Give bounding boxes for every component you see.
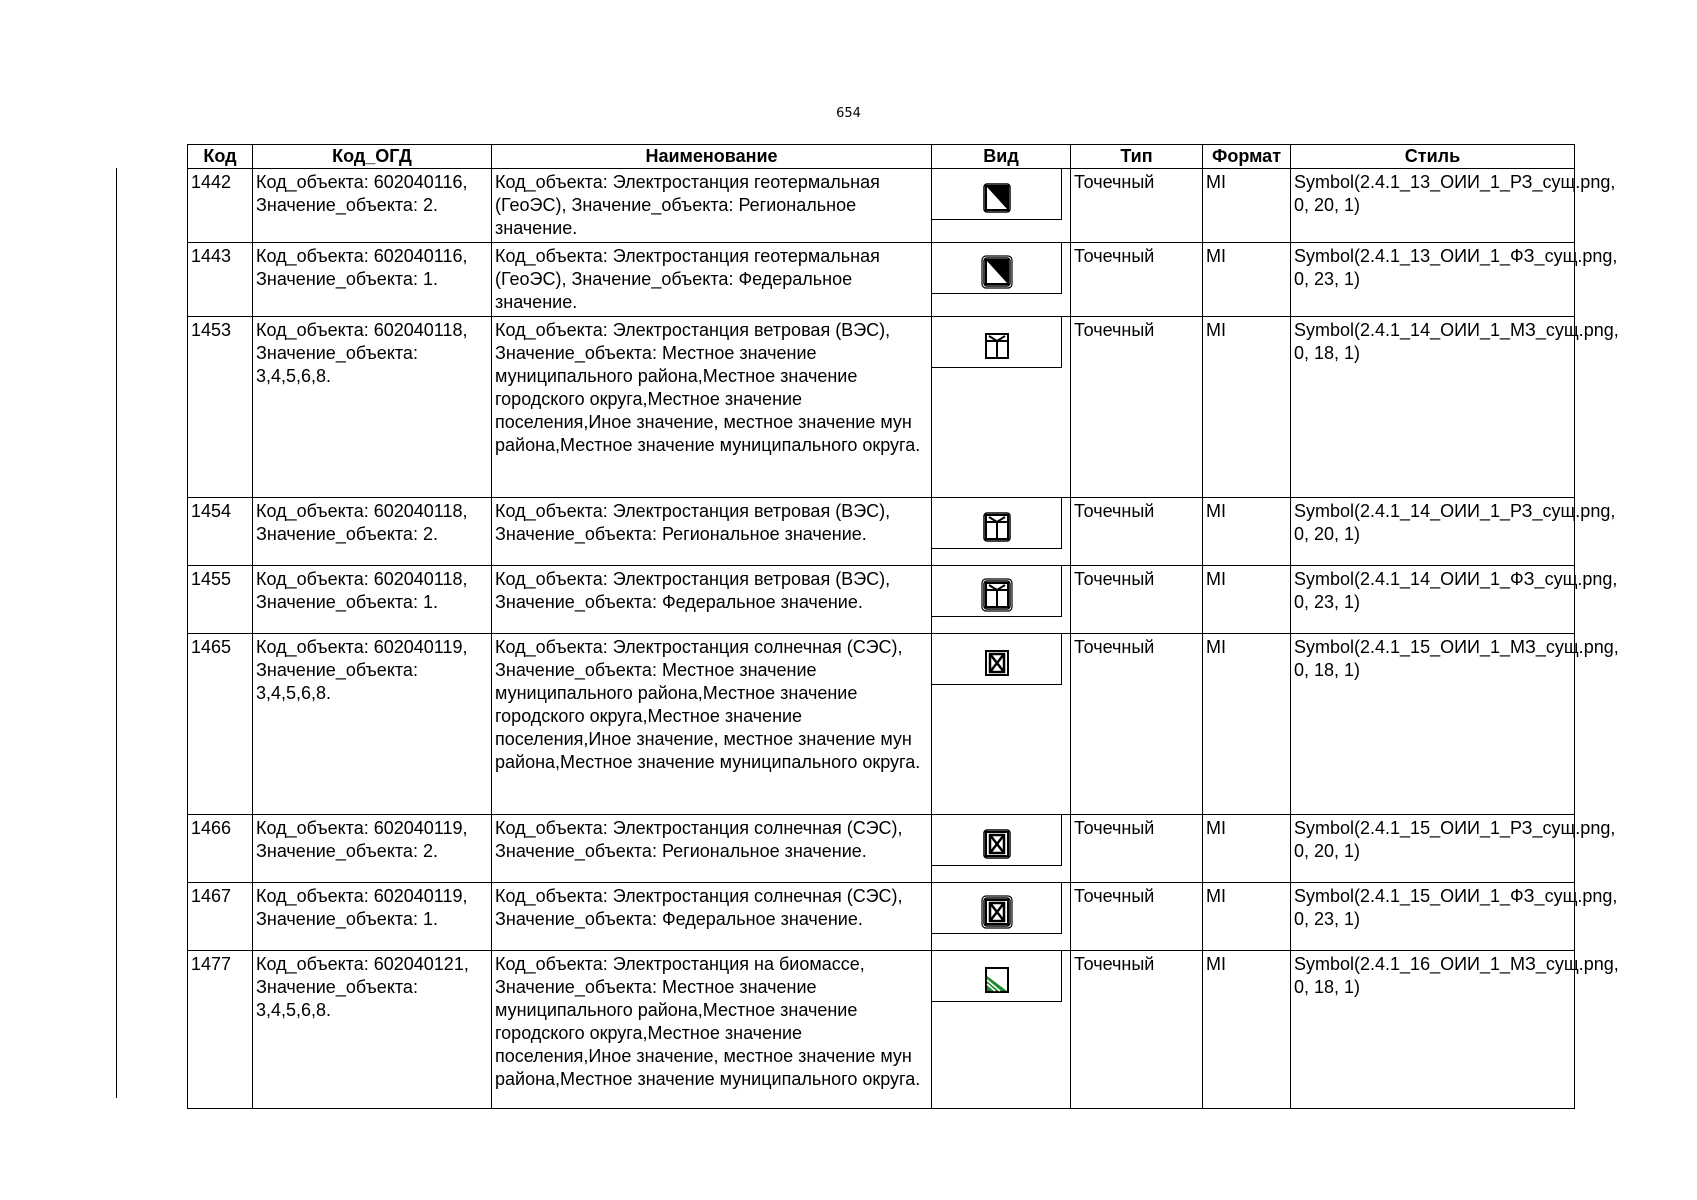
cell-code: 1465	[188, 634, 253, 815]
cell-format: MI	[1203, 634, 1291, 815]
cell-name: Код_объекта: Электростанция ветровая (ВЭС), Значение_объекта: Региональное значение.	[492, 498, 932, 566]
cell-ogd-code: Код_объекта: 602040118, Значение_объекта: 2.	[253, 498, 492, 566]
wind-local-icon	[980, 328, 1014, 362]
cell-name: Код_объекта: Электростанция на биомассе, Значение_объекта: Местное значение муниципального района,Местное значение городского округа,Местное значение поселения,Иное значение, местное значение мун района,Местное значение муниципального округа.	[492, 951, 932, 1109]
cell-type: Точечный	[1071, 169, 1203, 243]
cell-style: Symbol(2.4.1_13_ОИИ_1_ФЗ_сущ.png, 0, 23, 1)	[1291, 243, 1575, 317]
cell-code: 1467	[188, 883, 253, 951]
cell-ogd-code: Код_объекта: 602040116, Значение_объекта: 2.	[253, 169, 492, 243]
table-row	[188, 566, 1575, 634]
cell-type: Точечный	[1071, 566, 1203, 634]
geothermal-federal-icon	[980, 254, 1014, 288]
cell-code: 1443	[188, 243, 253, 317]
cell-ogd-code: Код_объекта: 602040119, Значение_объекта: 1.	[253, 883, 492, 951]
cell-format: MI	[1203, 169, 1291, 243]
cell-style: Symbol(2.4.1_15_ОИИ_1_МЗ_сущ.png, 0, 18, 1)	[1291, 634, 1575, 815]
cell-style: Symbol(2.4.1_15_ОИИ_1_РЗ_сущ.png, 0, 20, 1)	[1291, 815, 1575, 883]
cell-format: MI	[1203, 815, 1291, 883]
cell-format: MI	[1203, 951, 1291, 1109]
cell-name: Код_объекта: Электростанция ветровая (ВЭС), Значение_объекта: Местное значение муниципального района,Местное значение городского округа,Местное значение поселения,Иное значение, местное значение мун района,Местное значение муниципального округа.	[492, 317, 932, 498]
header-view: Вид	[932, 145, 1071, 169]
symbol-preview	[932, 882, 1062, 934]
cell-ogd-code: Код_объекта: 602040116, Значение_объекта: 1.	[253, 243, 492, 317]
cell-ogd-code: Код_объекта: 602040121, Значение_объекта: 3,4,5,6,8.	[253, 951, 492, 1109]
table-row	[188, 169, 1575, 243]
cell-format: MI	[1203, 566, 1291, 634]
symbol-registry-table	[187, 144, 1619, 1109]
cell-view	[932, 317, 1071, 498]
cell-format: MI	[1203, 498, 1291, 566]
cell-ogd-code: Код_объекта: 602040119, Значение_объекта: 2.	[253, 815, 492, 883]
solar-local-icon	[980, 645, 1014, 679]
cell-type: Точечный	[1071, 317, 1203, 498]
solar-regional-icon	[980, 826, 1014, 860]
table-row	[188, 317, 1575, 498]
cell-type: Точечный	[1071, 883, 1203, 951]
cell-view	[932, 566, 1071, 634]
table-row	[188, 243, 1575, 317]
cell-ogd-code: Код_объекта: 602040119, Значение_объекта: 3,4,5,6,8.	[253, 634, 492, 815]
cell-code: 1442	[188, 169, 253, 243]
cell-view	[932, 243, 1071, 317]
cell-view	[932, 498, 1071, 566]
cell-style: Symbol(2.4.1_16_ОИИ_1_МЗ_сущ.png, 0, 18, 1)	[1291, 951, 1575, 1109]
cell-style: Symbol(2.4.1_14_ОИИ_1_МЗ_сущ.png, 0, 18, 1)	[1291, 317, 1575, 498]
cell-type: Точечный	[1071, 243, 1203, 317]
cell-view	[932, 169, 1071, 243]
symbol-preview	[932, 950, 1062, 1002]
symbol-preview	[932, 242, 1062, 294]
cell-type: Точечный	[1071, 815, 1203, 883]
cell-code: 1454	[188, 498, 253, 566]
symbol-preview	[932, 633, 1062, 685]
header-code: Код	[188, 145, 253, 169]
cell-type: Точечный	[1071, 951, 1203, 1109]
cell-code: 1477	[188, 951, 253, 1109]
cell-style: Symbol(2.4.1_15_ОИИ_1_ФЗ_сущ.png, 0, 23, 1)	[1291, 883, 1575, 951]
header-name: Наименование	[492, 145, 932, 169]
header-type: Тип	[1071, 145, 1203, 169]
table-row	[188, 951, 1575, 1109]
cell-style: Symbol(2.4.1_14_ОИИ_1_ФЗ_сущ.png, 0, 23, 1)	[1291, 566, 1575, 634]
cell-format: MI	[1203, 243, 1291, 317]
table-row	[188, 634, 1575, 815]
cell-style: Symbol(2.4.1_14_ОИИ_1_РЗ_сущ.png, 0, 20, 1)	[1291, 498, 1575, 566]
cell-view	[932, 883, 1071, 951]
geothermal-regional-icon	[980, 180, 1014, 214]
cell-code: 1466	[188, 815, 253, 883]
page-number: 654	[836, 106, 861, 121]
table-row	[188, 815, 1575, 883]
table-row	[188, 498, 1575, 566]
cell-name: Код_объекта: Электростанция солнечная (СЭС), Значение_объекта: Местное значение муниципального района,Местное значение городского округа,Местное значение поселения,Иное значение, местное значение мун района,Местное значение муниципального округа.	[492, 634, 932, 815]
cell-view	[932, 815, 1071, 883]
symbol-preview	[932, 814, 1062, 866]
cell-name: Код_объекта: Электростанция геотермальная (ГеоЭС), Значение_объекта: Федеральное значение.	[492, 243, 932, 317]
cell-ogd-code: Код_объекта: 602040118, Значение_объекта: 1.	[253, 566, 492, 634]
symbol-preview	[932, 497, 1062, 549]
cell-ogd-code: Код_объекта: 602040118, Значение_объекта: 3,4,5,6,8.	[253, 317, 492, 498]
cell-name: Код_объекта: Электростанция ветровая (ВЭС), Значение_объекта: Федеральное значение.	[492, 566, 932, 634]
cell-type: Точечный	[1071, 634, 1203, 815]
symbol-preview	[932, 316, 1062, 368]
cell-view	[932, 634, 1071, 815]
cell-name: Код_объекта: Электростанция солнечная (СЭС), Значение_объекта: Региональное значение.	[492, 815, 932, 883]
cell-format: MI	[1203, 317, 1291, 498]
cell-name: Код_объекта: Электростанция геотермальная (ГеоЭС), Значение_объекта: Региональное значение.	[492, 169, 932, 243]
cell-name: Код_объекта: Электростанция солнечная (СЭС), Значение_объекта: Федеральное значение.	[492, 883, 932, 951]
header-style: Стиль	[1291, 145, 1575, 169]
table-header-row	[188, 145, 1575, 169]
header-ogd-code: Код_ОГД	[253, 145, 492, 169]
wind-regional-icon	[980, 509, 1014, 543]
biomass-local-icon	[980, 962, 1014, 996]
solar-federal-icon	[980, 894, 1014, 928]
cell-type: Точечный	[1071, 498, 1203, 566]
cell-code: 1455	[188, 566, 253, 634]
symbol-preview	[932, 565, 1062, 617]
cell-view	[932, 951, 1071, 1109]
cell-code: 1453	[188, 317, 253, 498]
symbol-preview	[932, 168, 1062, 220]
header-format: Формат	[1203, 145, 1291, 169]
margin-line	[116, 168, 117, 1098]
wind-federal-icon	[980, 577, 1014, 611]
table-row	[188, 883, 1575, 951]
cell-style: Symbol(2.4.1_13_ОИИ_1_РЗ_сущ.png, 0, 20, 1)	[1291, 169, 1575, 243]
cell-format: MI	[1203, 883, 1291, 951]
